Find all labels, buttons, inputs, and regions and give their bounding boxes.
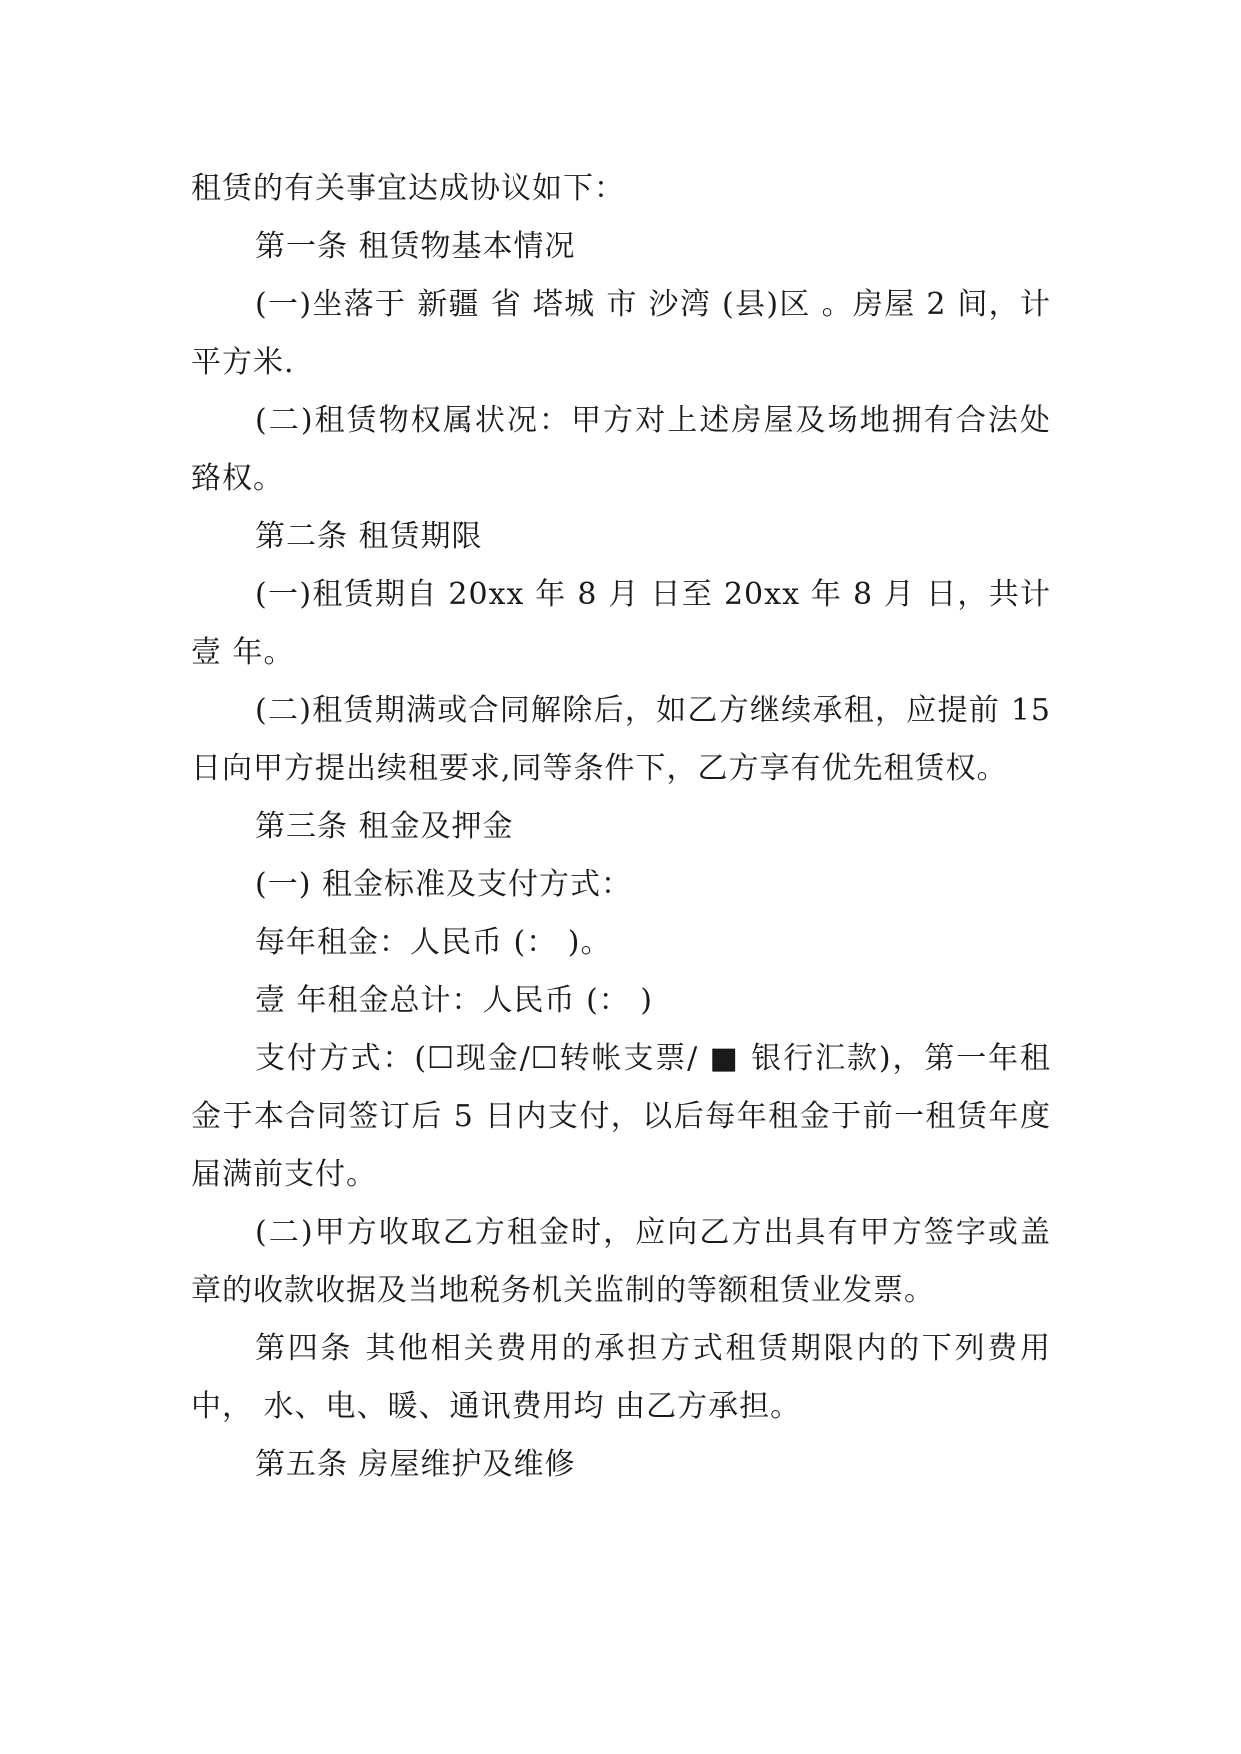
article-3-heading: 第三条 租金及押金 [255,809,514,844]
article-1-clause-2: (二)租赁物权属状况：甲方对上述房屋及场地拥有合法处臵权。 [191,403,1051,496]
payment-method-paragraph: 支付方式：(☐现金/☐转帐支票/ ■ 银行汇款)，第一年租金于本合同签订后 5 日内支付，以后每年租金于前一租赁年度届满前支付。 [191,1041,1051,1192]
article-2-clause-2: (二)租赁期满或合同解除后，如乙方继续承租，应提前 15 日向甲方提出续租要求,同等条件下，乙方享有优先租赁权。 [191,693,1062,786]
article-2-heading: 第二条 租赁期限 [255,519,483,554]
article-1-clause-1: (一)坐落于 新疆 省 塔城 市 沙湾 (县)区 。房屋 2 间，计 平方米. [191,287,1062,380]
article-3-clause-2: (二)甲方收取乙方租金时，应向乙方出具有甲方签字或盖章的收款收据及当地税务机关监制的等额租赁业发票。 [191,1215,1051,1308]
total-rent-line: 壹 年租金总计：人民币 (： ) [255,983,654,1018]
article-3-clause-1: (一) 租金标准及支付方式： [255,867,632,902]
document-page [191,160,1062,1494]
paragraph-intro: 租赁的有关事宜达成协议如下： [191,171,625,206]
article-1-heading: 第一条 租赁物基本情况 [255,229,576,264]
article-5-heading: 第五条 房屋维护及维修 [255,1447,576,1482]
annual-rent-line: 每年租金：人民币 (： )。 [255,925,612,960]
article-4-paragraph: 第四条 其他相关费用的承担方式租赁期限内的下列费用中， 水、电、暖、通讯费用均 由乙方承担。 [191,1331,1051,1424]
article-2-clause-1: (一)租赁期自 20xx 年 8 月 日至 20xx 年 8 月 日，共计 壹 年。 [191,577,1062,670]
